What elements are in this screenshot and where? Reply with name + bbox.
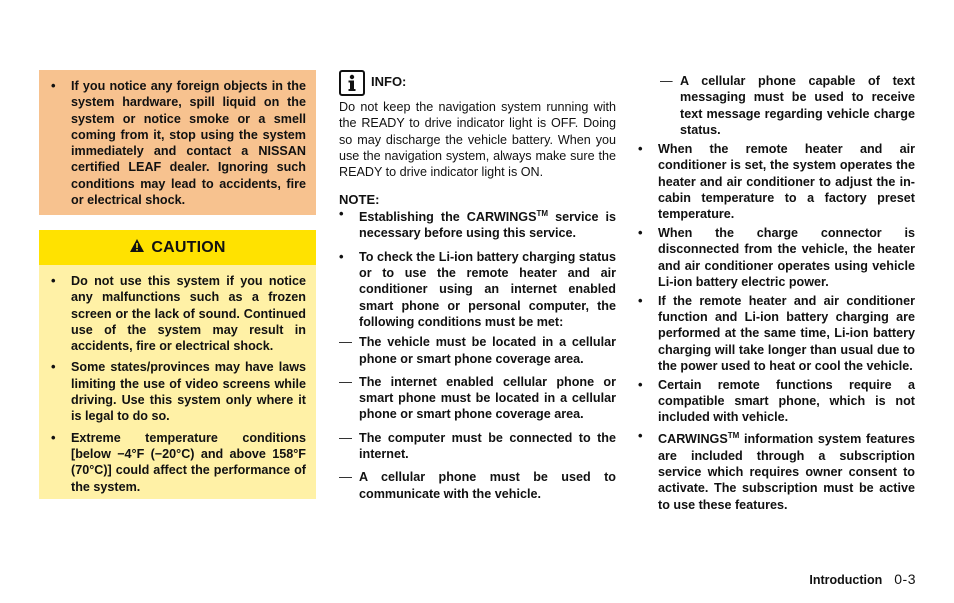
feature-item: • Certain remote functions require a compatible smart phone, which is not included with vehicle. bbox=[638, 377, 915, 426]
warning-item: • If you notice any foreign objects in the system hardware, spill liquid on the system or notice smoke or a smell coming from it, stop using the system immediately and contact a NISSAN certified LEAF dealer. Ignoring such conditions may lead to accidents, fire or electrical shock. bbox=[51, 78, 306, 208]
condition-item: — A cellular phone capable of text messaging must be used to receive text message regarding vehicle charge status. bbox=[660, 73, 915, 138]
caution-header bbox=[39, 230, 316, 265]
note-item-carwings: • Establishing the CARWINGS™ service is necessary before using this service. bbox=[339, 206, 616, 242]
warning-triangle-icon bbox=[129, 238, 145, 258]
condition-item: — The vehicle must be located in a cellular phone or smart phone coverage area. bbox=[339, 334, 616, 367]
caution-item: • Do not use this system if you notice any malfunctions such as a frozen screen or the lack of sound. Continued use of the system may result in accidents, fire or electrical shock. bbox=[51, 273, 306, 354]
caution-list bbox=[51, 273, 306, 495]
info-icon bbox=[339, 70, 365, 96]
warning-list bbox=[51, 78, 306, 208]
feature-item: • When the remote heater and air conditioner is set, the system operates the heater and air conditioner to adjust the in-cabin temperature to a factory preset temperature. bbox=[638, 141, 915, 222]
page-footer bbox=[809, 571, 916, 587]
note-item-conditions: • To check the Li-ion battery charging status or to use the remote heater and air conditioner using an internet enabled smart phone or personal computer, the following conditions must be met: — The vehicle must be located in a cellular phone or smart phone coverage area. — The internet enabled cellular phone or smart phone must be located in a cellular phone or smart phone coverage area. — The computer must be connected to the internet. — A cellular phone must be used to communicate with the vehicle. bbox=[339, 249, 616, 502]
note-label: NOTE: bbox=[339, 192, 380, 207]
condition-item: — The internet enabled cellular phone or smart phone must be located in a cellular phone or smart phone coverage area. bbox=[339, 374, 616, 423]
feature-item: • If the remote heater and air conditioner function and Li-ion battery charging are performed at the same time, Li-ion battery charging will take longer than usual due to the power used to heat or cool the vehicle. bbox=[638, 293, 915, 374]
feature-item-carwings: • CARWINGS™ information system features are included through a subscription service which requires owner consent to activate. The subscription must be active to use these features. bbox=[638, 428, 915, 513]
caution-box bbox=[39, 230, 316, 499]
caution-item: • Extreme temperature conditions [below −4°F (−20°C) and above 158°F (70°C)] could affect the performance of the system. bbox=[51, 430, 306, 495]
features-list bbox=[638, 141, 915, 513]
info-header bbox=[339, 70, 406, 96]
feature-item: • When the charge connector is disconnected from the vehicle, the heater and air conditioner operates using vehicle Li-ion battery electric power. bbox=[638, 225, 915, 290]
column-3 bbox=[638, 73, 915, 515]
conditions-list bbox=[339, 334, 616, 502]
caution-title: CAUTION bbox=[151, 238, 226, 256]
warning-box bbox=[39, 70, 316, 215]
info-label: INFO: bbox=[371, 74, 407, 89]
condition-item: — The computer must be connected to the internet. bbox=[339, 430, 616, 463]
condition-item: — A cellular phone must be used to communicate with the vehicle. bbox=[339, 469, 616, 502]
caution-item: • Some states/provinces may have laws limiting the use of video screens while driving. Use this system only where it is legal to do so. bbox=[51, 359, 306, 424]
note-list bbox=[339, 206, 616, 502]
info-text: Do not keep the navigation system running with the READY to drive indicator light is OFF. Doing so may discharge the vehicle battery. When you use the navigation system, always make sure the READY to drive indicator light is ON. bbox=[339, 100, 616, 180]
conditions-list-cont bbox=[660, 73, 915, 138]
section-name: Introduction bbox=[809, 573, 883, 587]
note-section bbox=[339, 206, 616, 509]
page-number: 0-3 bbox=[894, 571, 916, 587]
